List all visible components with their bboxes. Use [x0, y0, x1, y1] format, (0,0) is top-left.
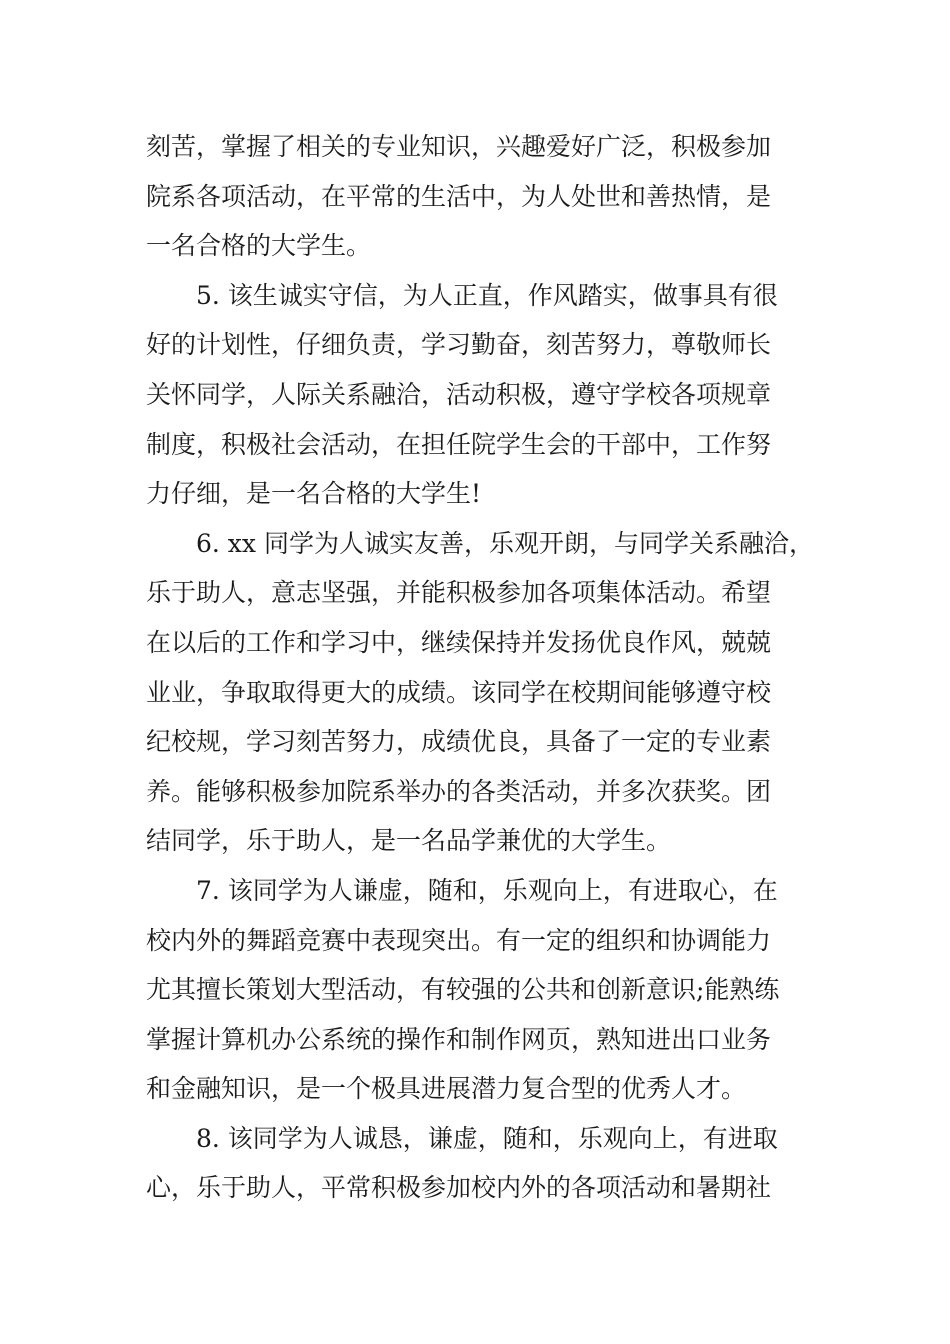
text-line: 关怀同学，人际关系融洽，活动积极，遵守学校各项规章 [146, 379, 772, 409]
text-line: 院系各项活动，在平常的生活中，为人处世和善热情，是 [146, 181, 772, 211]
text-line: 心，乐于助人，平常积极参加校内外的各项活动和暑期社 [146, 1173, 772, 1203]
text-line: 好的计划性，仔细负责，学习勤奋，刻苦努力，尊敬师长 [146, 330, 772, 360]
text-line: 掌握计算机办公系统的操作和制作网页，熟知进出口业务 [146, 1024, 772, 1054]
text-line: 结同学，乐于助人，是一名品学兼优的大学生。 [146, 826, 672, 856]
paragraph-start-line: 6. xx 同学为人诚实友善，乐观开朗，与同学关系融洽， [196, 528, 814, 558]
paragraph-start-line: 7. 该同学为人谦虚，随和，乐观向上，有进取心，在 [196, 875, 778, 905]
text-line: 力仔细，是一名合格的大学生! [146, 479, 482, 509]
text-line: 纪校规，学习刻苦努力，成绩优良，具备了一定的专业素 [146, 727, 772, 757]
text-line: 在以后的工作和学习中，继续保持并发扬优良作风，兢兢 [146, 627, 772, 657]
paragraph-start-line: 5. 该生诚实守信，为人正直，作风踏实，做事具有很 [196, 280, 778, 310]
text-line: 尤其擅长策划大型活动，有较强的公共和创新意识;能熟练 [146, 975, 780, 1005]
text-line: 一名合格的大学生。 [146, 231, 372, 261]
text-line: 养。能够积极参加院系举办的各类活动，并多次获奖。团 [146, 776, 772, 806]
text-line: 业业，争取取得更大的成绩。该同学在校期间能够遵守校 [146, 677, 772, 707]
text-line: 和金融知识，是一个极具进展潜力复合型的优秀人才。 [146, 1074, 747, 1104]
text-line: 乐于助人，意志坚强，并能积极参加各项集体活动。希望 [146, 578, 772, 608]
text-line: 制度，积极社会活动，在担任院学生会的干部中，工作努 [146, 429, 772, 459]
paragraph-start-line: 8. 该同学为人诚恳，谦虚，随和，乐观向上，有进取 [196, 1123, 778, 1153]
text-line: 校内外的舞蹈竞赛中表现突出。有一定的组织和协调能力 [146, 925, 772, 955]
text-line: 刻苦，掌握了相关的专业知识，兴趣爱好广泛，积极参加 [146, 132, 772, 161]
document-body [146, 122, 816, 1213]
